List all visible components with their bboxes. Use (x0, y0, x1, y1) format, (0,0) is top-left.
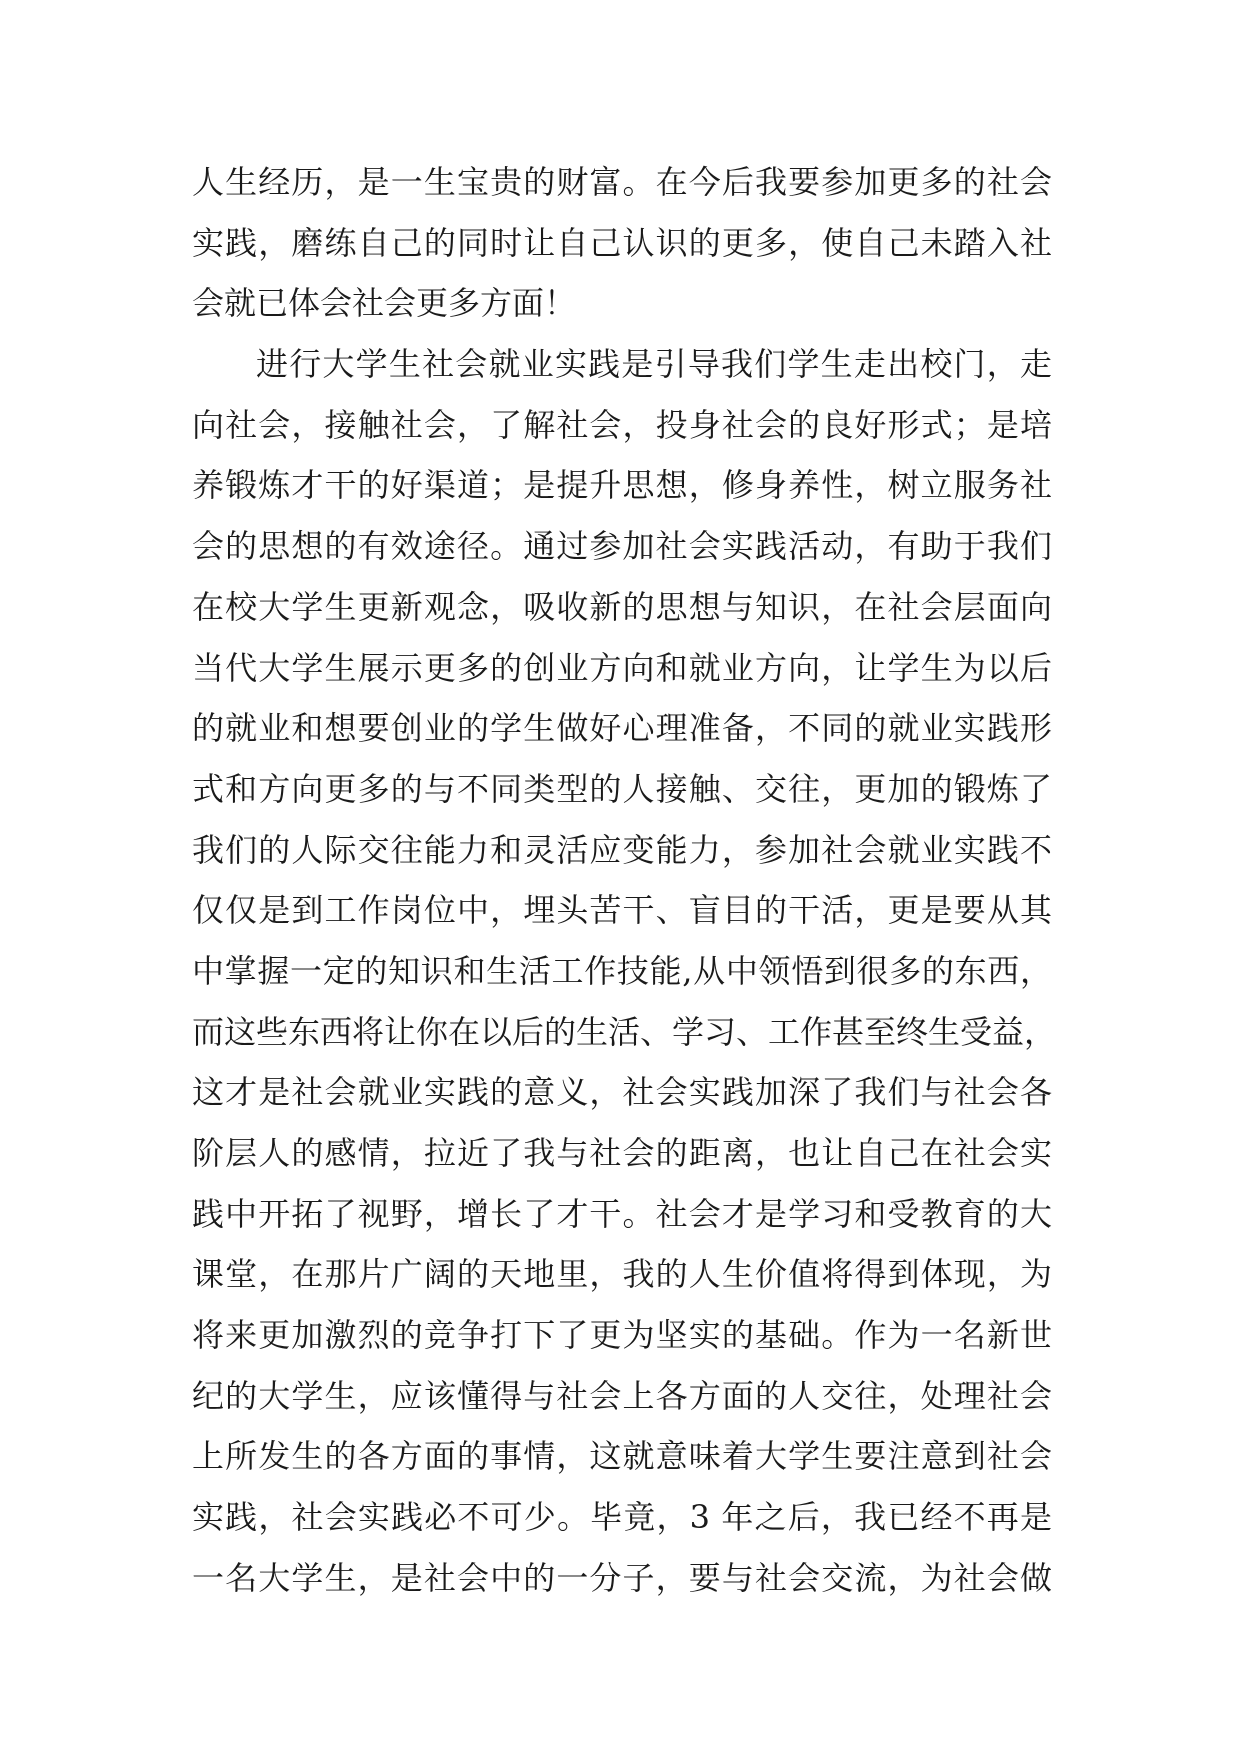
text-line: 人生经历，是一生宝贵的财富。在今后我要参加更多的社会 (192, 163, 1052, 201)
text-line: 会就已体会社会更多方面！ (192, 284, 577, 323)
text-line: 向社会，接触社会，了解社会，投身社会的良好形式；是培 (192, 405, 1052, 444)
text-line: 课堂，在那片广阔的天地里，我的人生价值将得到体现，为 (192, 1255, 1052, 1294)
text-line: 式和方向更多的与不同类型的人接触、交往，更加的锻炼了 (192, 769, 1052, 808)
text-line: 纪的大学生，应该懂得与社会上各方面的人交往，处理社会 (192, 1376, 1052, 1415)
text-line: 的就业和想要创业的学生做好心理准备，不同的就业实践形 (192, 709, 1052, 748)
text-line: 中掌握一定的知识和生活工作技能,从中领悟到很多的东西， (192, 951, 1052, 990)
text-line: 当代大学生展示更多的创业方向和就业方向，让学生为以后 (192, 648, 1052, 687)
text-line: 将来更加激烈的竞争打下了更为坚实的基础。作为一名新世 (192, 1316, 1052, 1355)
text-line: 实践，社会实践必不可少。毕竟，3 年之后，我已经不再是 (192, 1498, 1052, 1537)
text-line: 仅仅是到工作岗位中，埋头苦干、盲目的干活，更是要从其 (192, 891, 1052, 930)
text-line: 我们的人际交往能力和灵活应变能力，参加社会就业实践不 (192, 830, 1052, 869)
text-line: 实践，磨练自己的同时让自己认识的更多，使自己未踏入社 (192, 223, 1052, 262)
text-line: 养锻炼才干的好渠道；是提升思想，修身养性，树立服务社 (192, 466, 1052, 505)
text-line: 这才是社会就业实践的意义，社会实践加深了我们与社会各 (192, 1073, 1052, 1112)
text-line: 阶层人的感情，拉近了我与社会的距离，也让自己在社会实 (192, 1134, 1052, 1172)
text-line: 在校大学生更新观念，吸收新的思想与知识，在社会层面向 (192, 587, 1052, 626)
body-text (192, 152, 1057, 1609)
text-line: 上所发生的各方面的事情，这就意味着大学生要注意到社会 (192, 1437, 1052, 1476)
text-line: 践中开拓了视野，增长了才干。社会才是学习和受教育的大 (192, 1194, 1052, 1233)
text-line: 而这些东西将让你在以后的生活、学习、工作甚至终生受益， (192, 1012, 1057, 1051)
text-line: 一名大学生，是社会中的一分子，要与社会交流，为社会做 (192, 1558, 1052, 1597)
text-line: 进行大学生社会就业实践是引导我们学生走出校门，走 (256, 345, 1052, 384)
text-line: 会的思想的有效途径。通过参加社会实践活动，有助于我们 (192, 527, 1052, 566)
